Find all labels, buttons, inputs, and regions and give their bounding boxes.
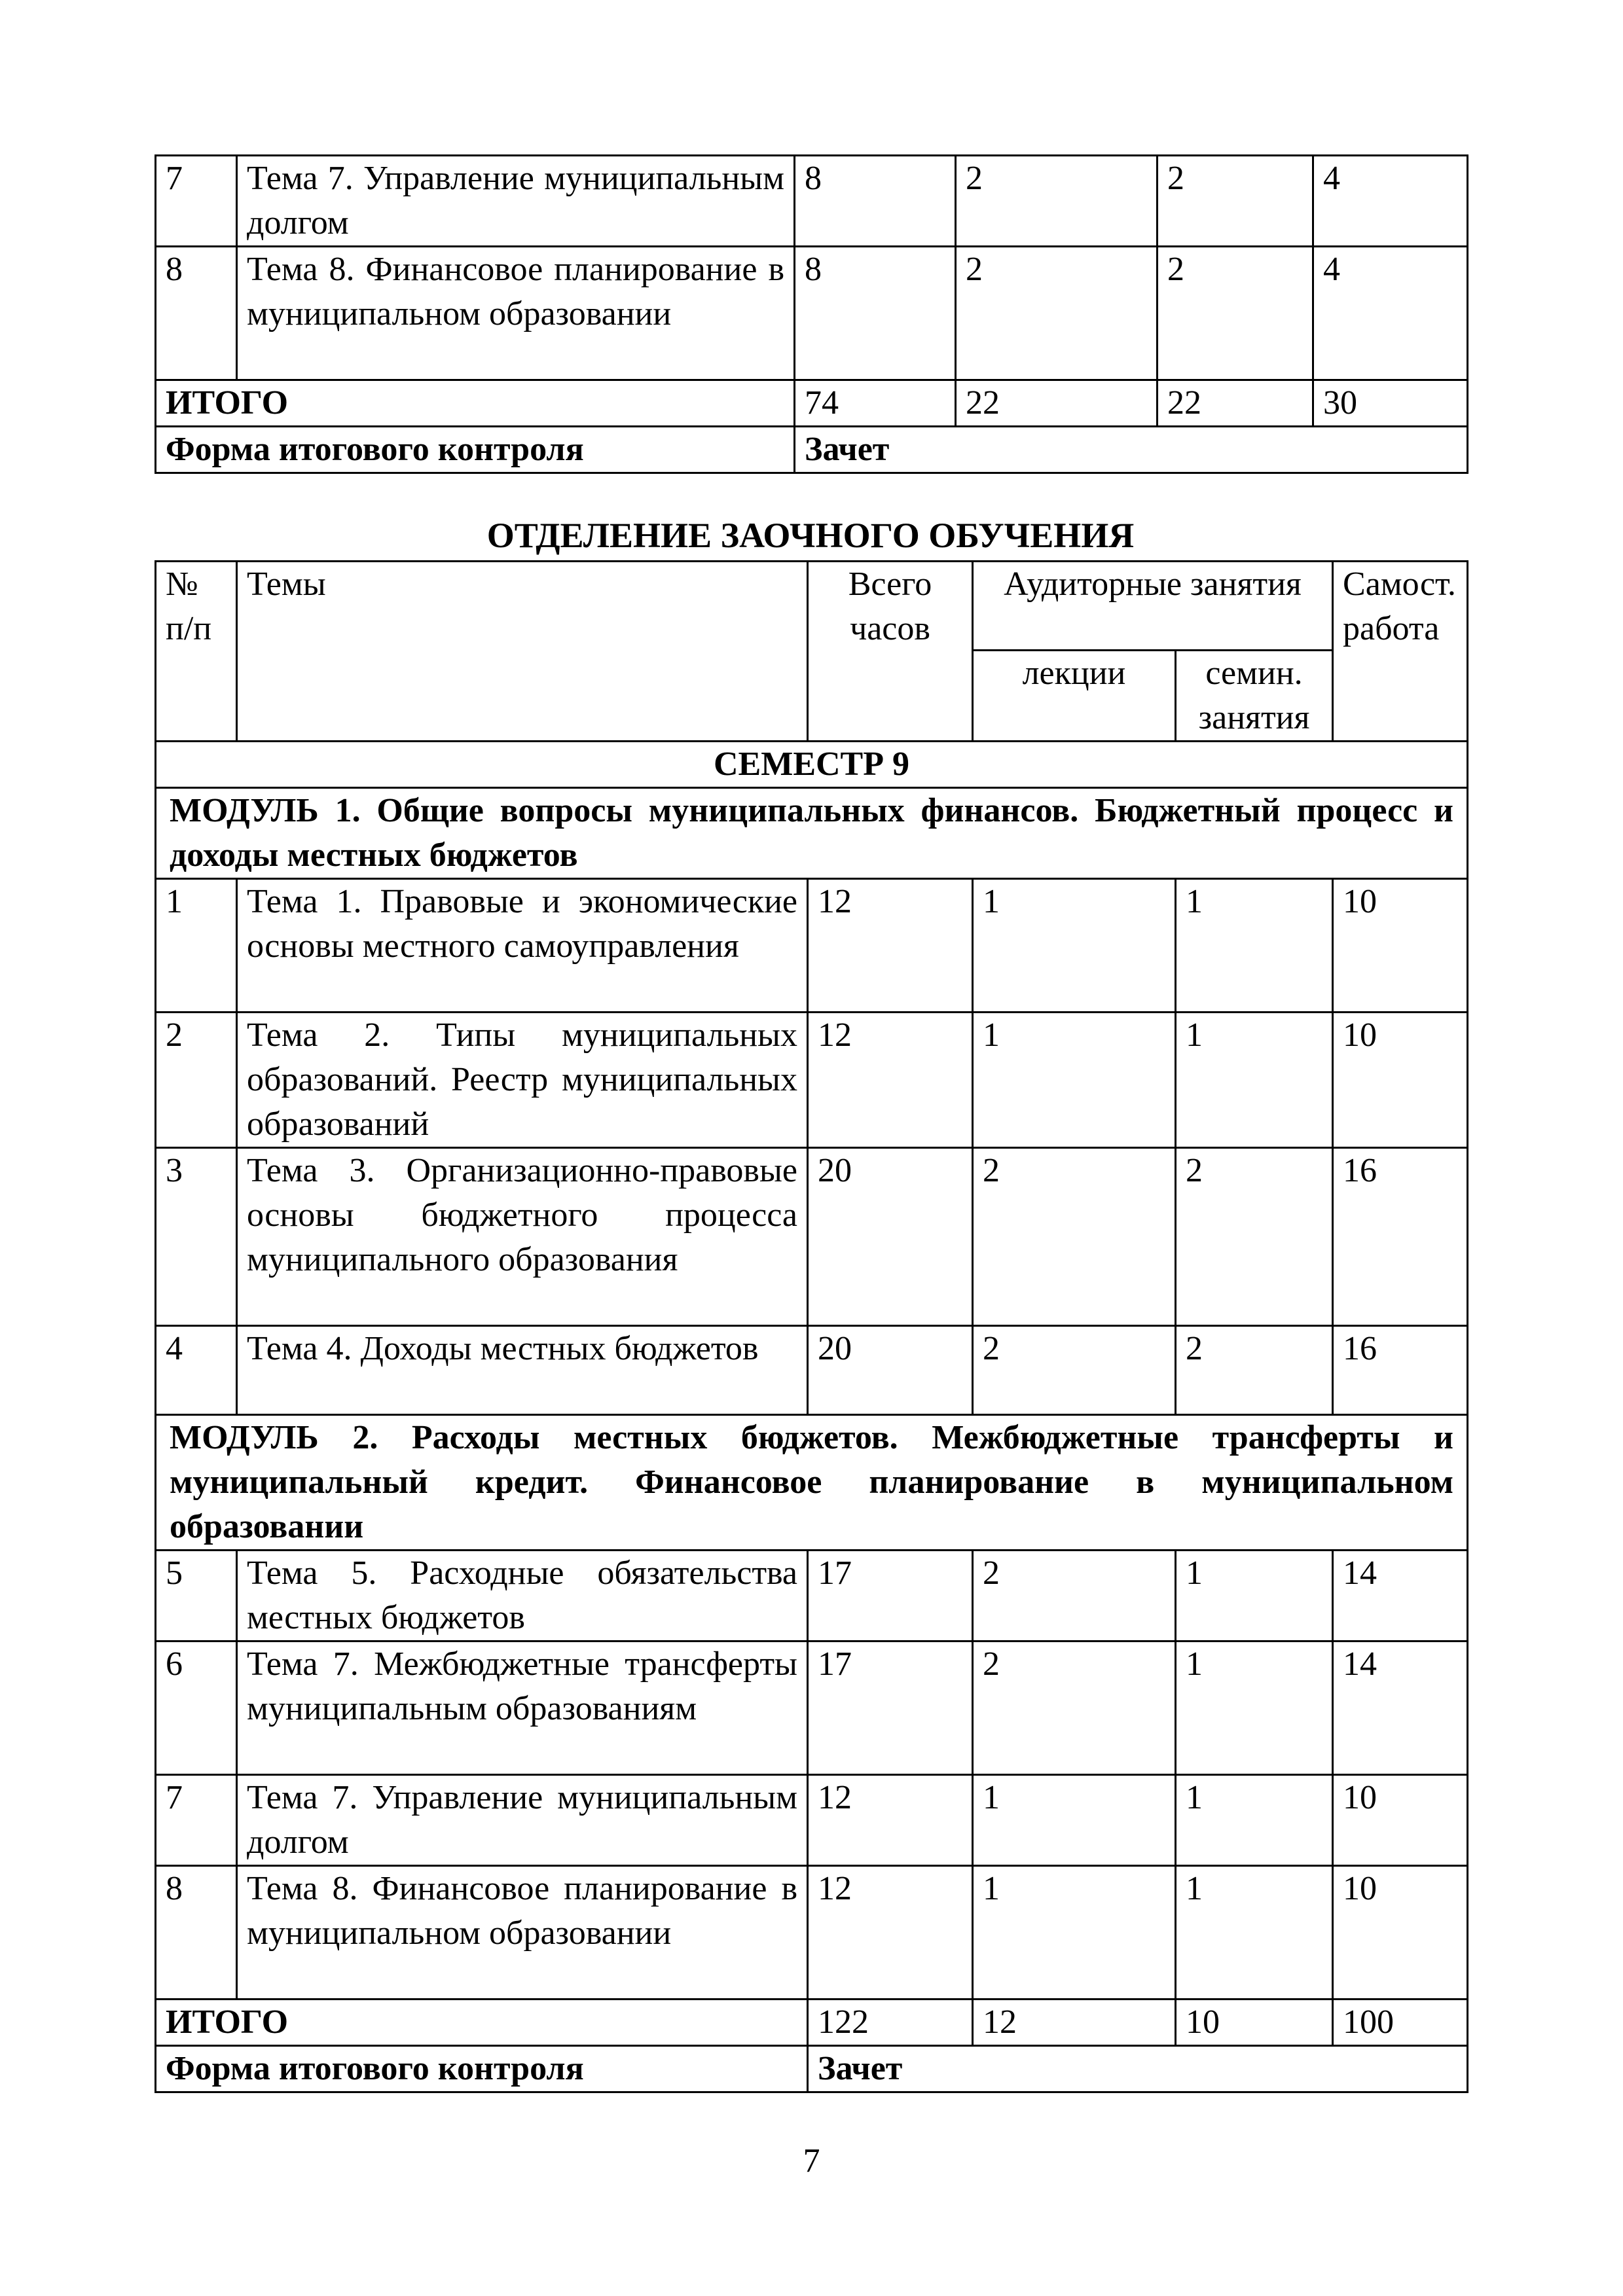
lectures-cell: 2 [956,247,1158,380]
self-study-sum: 100 [1333,2000,1468,2046]
table-row [156,1775,1468,1866]
semester-row [156,742,1468,788]
total-hours-cell: 8 [795,156,956,247]
total-hours-sum: 74 [795,380,956,427]
row-number: 4 [156,1326,237,1415]
control-row [156,2046,1468,2092]
seminars-cell: 1 [1176,1013,1333,1148]
topic-cell: Тема 7. Управление муниципальным долгом [237,156,795,247]
self-study-cell: 14 [1333,1551,1468,1641]
topic-cell: Тема 1. Правовые и экономические основы местного самоуправления [237,879,808,1013]
table-row [156,1326,1468,1415]
total-label: ИТОГО [156,2000,808,2046]
table-row [156,1013,1468,1148]
seminars-cell: 1 [1176,1641,1333,1775]
header-auditory: Аудиторные занятия [973,562,1333,651]
control-value: Зачет [795,427,1468,473]
lectures-cell: 2 [973,1326,1176,1415]
total-row [156,2000,1468,2046]
lectures-cell: 2 [973,1641,1176,1775]
lectures-cell: 1 [973,1866,1176,2000]
module-row [156,788,1468,879]
seminars-cell: 2 [1158,247,1313,380]
table-row [156,156,1468,247]
seminars-cell: 1 [1176,879,1333,1013]
total-hours-cell: 17 [808,1641,973,1775]
seminars-cell: 1 [1176,1551,1333,1641]
row-number: 2 [156,1013,237,1148]
self-study-cell: 16 [1333,1326,1468,1415]
total-hours-cell: 20 [808,1326,973,1415]
control-row [156,427,1468,473]
lectures-sum: 12 [973,2000,1176,2046]
table-row [156,1641,1468,1775]
topic-cell: Тема 8. Финансовое планирование в муниципальном образовании [237,1866,808,2000]
total-hours-cell: 20 [808,1148,973,1326]
section-title: ОТДЕЛЕНИЕ ЗАОЧНОГО ОБУЧЕНИЯ [486,516,1135,555]
row-number: 7 [156,156,237,247]
row-number: 5 [156,1551,237,1641]
header-row [156,562,1468,651]
total-hours-sum: 122 [808,2000,973,2046]
total-hours-cell: 17 [808,1551,973,1641]
total-hours-cell: 12 [808,1775,973,1866]
lectures-cell: 2 [956,156,1158,247]
control-value: Зачет [808,2046,1468,2092]
self-study-sum: 30 [1313,380,1468,427]
module-row [156,1415,1468,1551]
total-hours-cell: 12 [808,879,973,1013]
header-seminars: семин. занятия [1176,651,1333,742]
topic-cell: Тема 7. Управление муниципальным долгом [237,1775,808,1866]
self-study-cell: 10 [1333,879,1468,1013]
distance-learning-table [155,560,1468,2093]
self-study-cell: 4 [1313,156,1468,247]
total-hours-cell: 8 [795,247,956,380]
page-number: 7 [803,2142,820,2179]
self-study-cell: 4 [1313,247,1468,380]
total-hours-cell: 12 [808,1866,973,2000]
lectures-cell: 2 [973,1551,1176,1641]
seminars-cell: 2 [1176,1326,1333,1415]
total-hours-cell: 12 [808,1013,973,1148]
semester-title: СЕМЕСТР 9 [156,742,1468,788]
row-number: 7 [156,1775,237,1866]
seminars-cell: 1 [1176,1866,1333,2000]
lectures-cell: 2 [973,1148,1176,1326]
topic-cell: Тема 7. Межбюджетные трансферты муниципальным образованиям [237,1641,808,1775]
row-number: 3 [156,1148,237,1326]
lectures-sum: 22 [956,380,1158,427]
topic-cell: Тема 2. Типы муниципальных образований. Реестр муниципальных образований [237,1013,808,1148]
table-row [156,1551,1468,1641]
header-number: № п/п [156,562,237,742]
header-self-study: Самост. работа [1333,562,1468,742]
self-study-cell: 10 [1333,1013,1468,1148]
header-topics: Темы [237,562,808,742]
lectures-cell: 1 [973,1775,1176,1866]
table-row [156,1866,1468,2000]
topic-cell: Тема 5. Расходные обязательства местных бюджетов [237,1551,808,1641]
row-number: 1 [156,879,237,1013]
control-label: Форма итогового контроля [156,2046,808,2092]
table-row [156,1148,1468,1326]
header-total-hours: Всего часов [808,562,973,742]
seminars-cell: 2 [1158,156,1313,247]
header-lectures: лекции [973,651,1176,742]
row-number: 6 [156,1641,237,1775]
lectures-cell: 1 [973,1013,1176,1148]
row-number: 8 [156,247,237,380]
self-study-cell: 10 [1333,1775,1468,1866]
lectures-cell: 1 [973,879,1176,1013]
seminars-sum: 10 [1176,2000,1333,2046]
self-study-cell: 10 [1333,1866,1468,2000]
control-label: Форма итогового контроля [156,427,795,473]
table-row [156,879,1468,1013]
topic-cell: Тема 3. Организационно-правовые основы бюджетного процесса муниципального образования [237,1148,808,1326]
seminars-cell: 2 [1176,1148,1333,1326]
module-title: МОДУЛЬ 1. Общие вопросы муниципальных финансов. Бюджетный процесс и доходы местных бюджетов [156,788,1468,879]
topic-cell: Тема 8. Финансовое планирование в муниципальном образовании [237,247,795,380]
self-study-cell: 16 [1333,1148,1468,1326]
total-row [156,380,1468,427]
self-study-cell: 14 [1333,1641,1468,1775]
seminars-sum: 22 [1158,380,1313,427]
table-row [156,247,1468,380]
topic-cell: Тема 4. Доходы местных бюджетов [237,1326,808,1415]
module-title: МОДУЛЬ 2. Расходы местных бюджетов. Межбюджетные трансферты и муниципальный кредит. Финансовое планирование в муниципальном образовании [156,1415,1468,1551]
row-number: 8 [156,1866,237,2000]
seminars-cell: 1 [1176,1775,1333,1866]
continued-table [155,154,1468,474]
total-label: ИТОГО [156,380,795,427]
